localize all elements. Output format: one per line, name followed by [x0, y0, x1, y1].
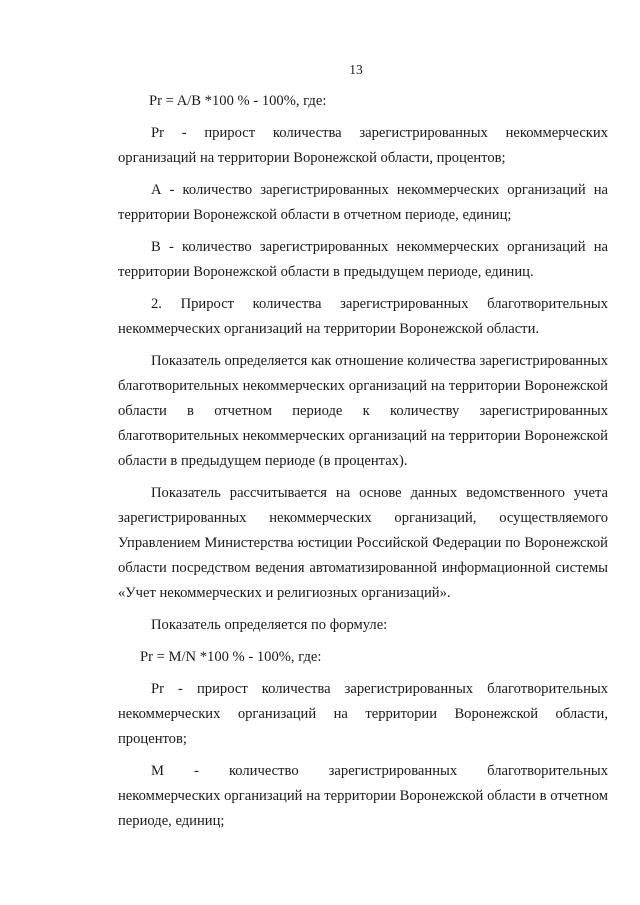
- indicator-source: Показатель рассчитывается на основе данных ведомственного учета зарегистрированных некоммерческих организаций, осуществляемого Управлением Министерства юстиции Российской Федерации по Воронежской области посредством ведения автоматизированной информационной системы «Учет некоммерческих и религиозных организаций».: [118, 485, 608, 601]
- page-number: 13: [349, 62, 363, 77]
- definition-m: М - количество зарегистрированных благотворительных некоммерческих организаций на территории Воронежской области в отчетном периоде, единиц;: [118, 763, 608, 829]
- formula-line: Pr = A/B *100 % - 100%, где:: [149, 93, 327, 109]
- formula-intro: Показатель определяется по формуле:: [151, 617, 388, 633]
- definition-a: А - количество зарегистрированных некоммерческих организаций на территории Воронежской области в отчетном периоде, единиц;: [118, 182, 608, 223]
- formula-line-2: Pr = M/N *100 % - 100%, где:: [140, 649, 322, 665]
- definition-b: В - количество зарегистрированных некоммерческих организаций на территории Воронежской области в предыдущем периоде, единиц.: [118, 239, 608, 280]
- indicator-description: Показатель определяется как отношение количества зарегистрированных благотворительных некоммерческих организаций на территории Воронежской области в отчетном периоде к количеству зарегистрированных благотворительных некоммерческих организаций на территории Воронежской области в предыдущем периоде (в процентах).: [118, 353, 608, 469]
- definition-pr: Pr - прирост количества зарегистрированных некоммерческих организаций на территории Воронежской области, процентов;: [118, 125, 608, 166]
- section-heading-2: 2. Прирост количества зарегистрированных благотворительных некоммерческих организаций на территории Воронежской области.: [118, 296, 608, 337]
- document-body: [118, 89, 608, 834]
- definition-pr-2: Pr - прирост количества зарегистрированных благотворительных некоммерческих организаций на территории Воронежской области, процентов;: [118, 681, 608, 747]
